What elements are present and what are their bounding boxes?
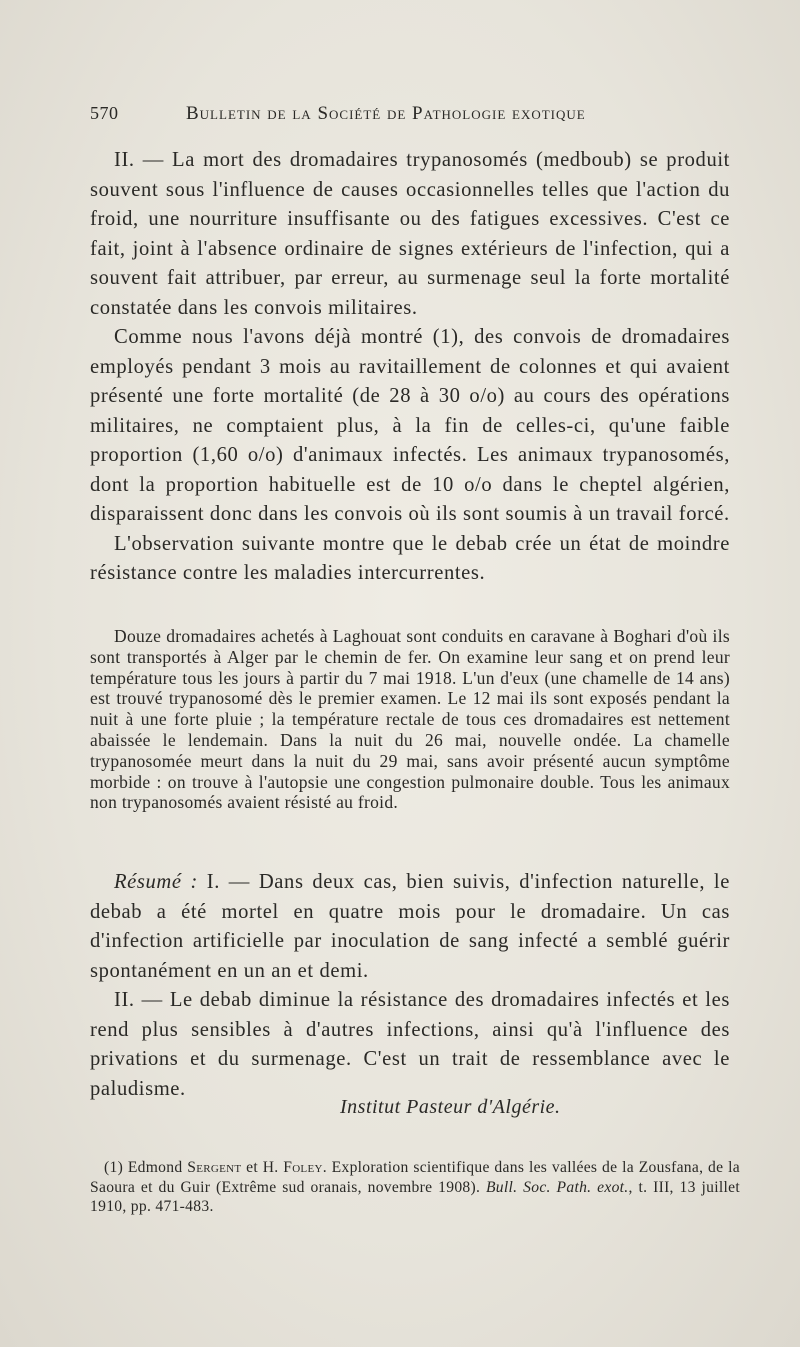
institution-signature: Institut Pasteur d'Algérie. [340, 1096, 561, 1118]
running-title: Bulletin de la Société de Pathologie exotique [186, 103, 586, 124]
footnote [90, 1158, 740, 1217]
footnote-author-1: Sergent [187, 1159, 242, 1176]
footnote-and: et H. [241, 1159, 284, 1176]
paragraph-mortality: II. — La mort des dromadaires trypanosomés (medboub) se produit souvent sous l'influence de causes occasionnelles telles que l'action du froid, une nourriture insuffisante ou des fatigues excessives. C'est ce fait, joint à l'absence ordinaire de signes extérieurs de l'infection, qui a souvent fait attribuer, par erreur, au surmenage seul la forte mortalité constatée dans les convois militaires. [90, 149, 730, 319]
paragraph-observation-intro: L'observation suivante montre que le debab crée un état de moindre résistance contre les maladies intercurrentes. [90, 532, 730, 584]
footnote-paragraph [90, 1158, 740, 1217]
summary-paragraph-1 [90, 868, 730, 986]
summary-label: Résumé : [114, 871, 198, 893]
paragraph-convoys: Comme nous l'avons déjà montré (1), des convois de dromadaires employés pendant 3 mois au ravitaillement de colonnes et qui avaient présenté une forte mortalité (de 28 à 30 o/o) au cours des opérations militaires, ne comptaient plus, à la fin de celles-ci, qu'une faible proportion (1,60 o/o) d'animaux infectés. Les animaux trypanosomés, dont la proportion habituelle est de 10 o/o dans le cheptel algérien, disparaissent donc dans les convois où ils sont soumis à un travail forcé. [90, 326, 730, 525]
footnote-journal: Bull. Soc. Path. exot. [485, 1178, 629, 1196]
footnote-author-2: Foley [283, 1159, 323, 1176]
page-number: 570 [90, 103, 119, 123]
observation-paragraph: Douze dromadaires achetés à Laghouat sont conduits en caravane à Boghari d'où ils sont transportés à Alger par le chemin de fer. On examine leur sang et on prend leur température tous les jours à partir du 7 mai 1918. L'un d'eux (une chamelle de 14 ans) est trouvé trypanosomé dès le premier examen. Le 12 mai ils sont exposés pendant la nuit à une forte pluie ; la température rectale de tous ces dromadaires est nettement abaissée le lendemain. Dans la nuit du 26 mai, nouvelle ondée. La chamelle trypanosomée meurt dans la nuit du 29 mai, sans avoir présenté aucun symptôme morbide : on trouve à l'autopsie une congestion pulmonaire double. Tous les animaux non trypanosomés avaient résisté au froid. [90, 626, 730, 813]
footnote-text-1: . Exploration scientifique dans les vallées de la Zousfana, de la Saoura et du Guir (Extrême sud oranais, novembre 1908). [90, 1159, 740, 1196]
observation-block [90, 626, 730, 813]
footnote-text-2: , t. III, 13 juillet 1910, pp. 471-483. [90, 1178, 740, 1215]
main-text [90, 146, 730, 589]
summary-paragraph-2: II. — Le debab diminue la résistance des dromadaires infectés et les rend plus sensibles à d'autres infections, ainsi qu'à l'influence des privations et du surmenage. C'est un trait de ressemblance avec le paludisme. [90, 989, 730, 1100]
summary-text-1: I. — Dans deux cas, bien suivis, d'infection naturelle, le debab a été mortel en quatre mois pour le dromadaire. Un cas d'infection artificielle par inoculation de sang infecté a semblé guérir spontanément en un an et demi. [90, 871, 730, 982]
footnote-marker: (1) Edmond [104, 1159, 183, 1176]
summary-section [90, 868, 730, 1104]
